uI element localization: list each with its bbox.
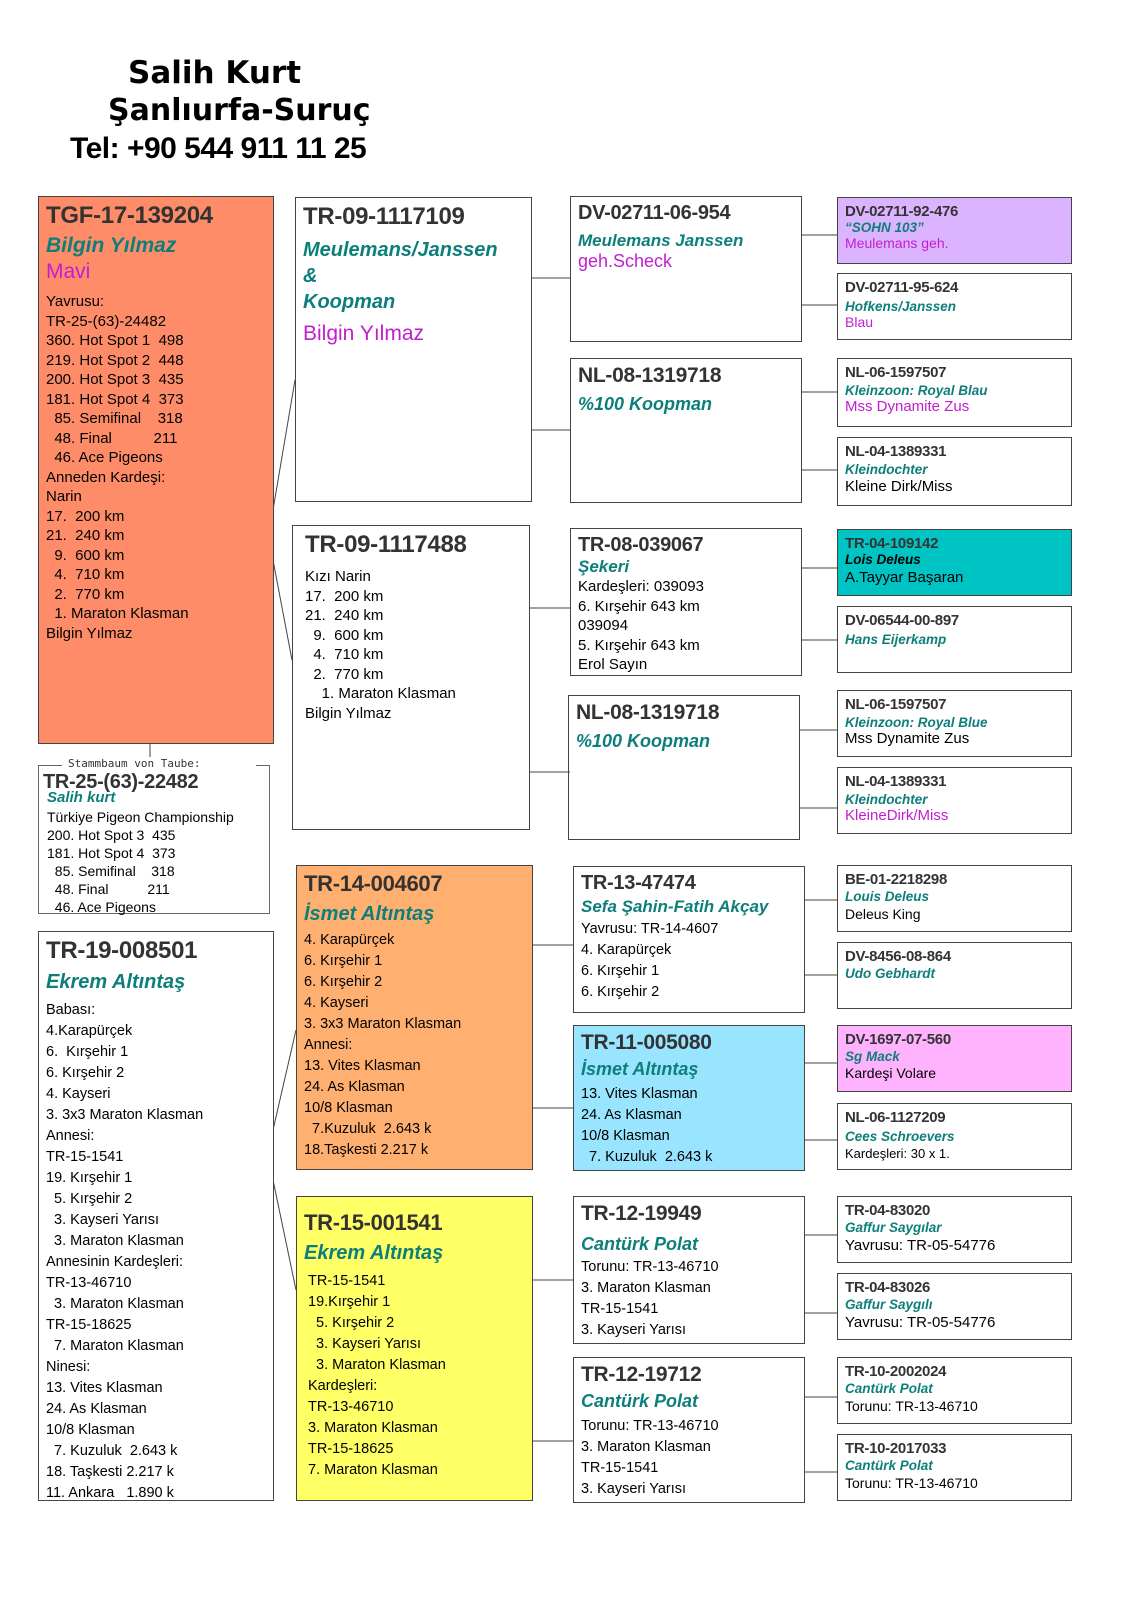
- note-line: 4.Karapürçek: [46, 1023, 133, 1039]
- note-line: 1. Maraton Klasman: [305, 685, 456, 702]
- gen2-dam-b-card: [296, 1196, 533, 1501]
- gen4-ring: NL-04-1389331: [845, 443, 947, 460]
- note-line: 4. Kayseri: [304, 995, 369, 1011]
- gen3-card-1: [570, 196, 802, 342]
- note-line: Türkiye Pigeon Championship: [47, 809, 234, 825]
- gen3-ring: DV-02711-06-954: [578, 202, 731, 224]
- note-line: 4. Karapürçek: [581, 942, 672, 958]
- gen3-color: geh.Scheck: [578, 251, 673, 271]
- gen4-card-6: [837, 606, 1072, 673]
- gen2-sire-owner: Bilgin Yılmaz: [303, 322, 424, 345]
- main-bird-notes: [46, 292, 266, 643]
- gen4-name: Cantürk Polat: [845, 1458, 933, 1473]
- gen4-card-8: [837, 767, 1072, 834]
- note-line: 3. Kayseri Yarısı: [581, 1322, 687, 1338]
- gen2-sire-breeder-3: Koopman: [303, 291, 396, 313]
- gen2-sire-card: [295, 197, 532, 502]
- gen4-note: Deleus King: [845, 906, 921, 922]
- gen3-card-7: [573, 1196, 805, 1344]
- note-line: 85. Semifinal 318: [46, 410, 183, 427]
- main-bird-color: Mavi: [46, 260, 91, 283]
- stammbaum-ring: TR-25-(63)-22482: [43, 771, 199, 793]
- note-line: Narin: [46, 488, 82, 505]
- gen2-dam-notes: [305, 567, 522, 723]
- note-line: 10/8 Klasman: [46, 1422, 135, 1438]
- note-line: 24. As Klasman: [581, 1107, 682, 1123]
- gen2-dam-b-ring: TR-15-001541: [304, 1210, 443, 1235]
- gen4-card-7: [837, 690, 1072, 757]
- gen3-breeder: %100 Koopman: [578, 394, 713, 414]
- gen4-name: Cantürk Polat: [845, 1381, 933, 1396]
- gen4-color: Meulemans geh.: [845, 235, 949, 251]
- gen4-ring: NL-06-1597507: [845, 364, 947, 381]
- note-line: Ninesi:: [46, 1359, 91, 1375]
- stammbaum-card: [38, 757, 270, 915]
- gen4-name: Kleinzoon: Royal Blue: [845, 715, 988, 730]
- gen3-ring: TR-08-039067: [578, 534, 704, 556]
- main-bird-breeder: Bilgin Yılmaz: [46, 234, 177, 257]
- note-line: Annesi:: [46, 1128, 95, 1144]
- gen4-name: Lois Deleus: [845, 552, 921, 567]
- note-line: 2. 770 km: [46, 585, 125, 603]
- gen3-breeder: Cantürk Polat: [581, 1391, 699, 1411]
- gen4-ring: DV-1697-07-560: [845, 1031, 951, 1048]
- gen4-note: Yavrusu: TR-05-54776: [845, 1237, 996, 1254]
- note-line: 3. Maraton Klasman: [308, 1357, 446, 1373]
- breeder-location: Şanlıurfa-Suruç: [108, 93, 371, 128]
- note-line: 7. Kuzuluk 2.643 k: [46, 1443, 178, 1459]
- gen2-sire-breeder-2: &: [303, 265, 318, 287]
- gen4-color: Blau: [845, 314, 874, 330]
- note-line: 10/8 Klasman: [304, 1100, 393, 1116]
- gen4-note: Kardeşleri: 30 x 1.: [845, 1146, 950, 1161]
- note-line: TR-13-46710: [46, 1275, 132, 1291]
- note-line: 46. Ace Pigeons: [46, 449, 163, 466]
- gen2-dam-b-breeder: Ekrem Altıntaş: [304, 1242, 444, 1264]
- gen2-sire-breeder-1: Meulemans/Janssen: [303, 239, 498, 261]
- main-bird-card: [38, 196, 274, 744]
- gen4-card-11: [837, 1025, 1072, 1092]
- note-line: TR-15-18625: [46, 1317, 132, 1333]
- note-line: 48. Final 211: [47, 881, 170, 897]
- note-line: TR-15-1541: [581, 1301, 659, 1317]
- gen3-card-8: [573, 1357, 805, 1503]
- note-line: Kızı Narin: [305, 568, 371, 585]
- note-line: 200. Hot Spot 3 435: [47, 827, 176, 843]
- note-line: Torunu: TR-13-46710: [581, 1418, 719, 1434]
- gen4-card-13: [837, 1196, 1072, 1263]
- gen3-card-2: [570, 358, 802, 503]
- gen3-card-4: [568, 695, 800, 840]
- stammbaum-notes: [47, 808, 234, 916]
- gen4-ring: TR-04-83026: [845, 1279, 931, 1296]
- gen4-card-2: [837, 273, 1072, 340]
- note-line: TR-25-(63)-24482: [46, 312, 167, 330]
- note-line: 7. Kuzuluk 2.643 k: [581, 1149, 713, 1165]
- note-line: 6. Kırşehir 1: [581, 963, 660, 979]
- note-line: 200. Hot Spot 3 435: [46, 371, 184, 388]
- gen3-breeder: Sefa Şahin-Fatih Akçay: [581, 897, 769, 916]
- note-line: 181. Hot Spot 4 373: [47, 845, 176, 861]
- note-line: 21. 240 km: [305, 607, 384, 624]
- note-line: 181. Hot Spot 4 373: [46, 390, 184, 408]
- note-line: 5. Kırşehir 2: [46, 1191, 133, 1207]
- note-line: 3. Maraton Klasman: [46, 1233, 184, 1249]
- note-line: 4. 710 km: [46, 566, 125, 583]
- gen3-ring: TR-11-005080: [581, 1031, 712, 1054]
- note-line: 18. Taşkesti 2.217 k: [46, 1464, 174, 1480]
- gen3-notes: [581, 1416, 797, 1500]
- note-line: 9. 600 km: [46, 546, 125, 564]
- gen2-dam-ring: TR-09-1117488: [305, 531, 467, 558]
- gen4-color: Mss Dynamite Zus: [845, 398, 970, 415]
- stammbaum-owner: Salih kurt: [47, 789, 116, 806]
- gen4-name: Gaffur Saygılar: [845, 1220, 942, 1235]
- gen3-card-3: [570, 528, 802, 676]
- gen4-name: Hofkens/Janssen: [845, 299, 957, 314]
- gen4-ring: DV-8456-08-864: [845, 948, 951, 965]
- note-line: TR-13-46710: [308, 1399, 394, 1415]
- gen4-ring: TR-04-83020: [845, 1202, 931, 1219]
- dam-ring: TR-19-008501: [46, 937, 198, 964]
- gen4-name: Sg Mack: [845, 1049, 900, 1064]
- gen4-name: Hans Eijerkamp: [845, 632, 947, 647]
- gen4-card-10: [837, 942, 1072, 1009]
- note-line: 5. Kırşehir 643 km: [578, 636, 700, 654]
- note-line: 85. Semifinal 318: [47, 863, 175, 879]
- breeder-phone: Tel: +90 544 911 11 25: [70, 132, 367, 165]
- note-line: 7. Maraton Klasman: [308, 1462, 438, 1478]
- gen4-ring: TR-10-2002024: [845, 1363, 947, 1380]
- gen3-breeder: Şekeri: [578, 557, 630, 576]
- gen4-ring: NL-06-1127209: [845, 1109, 946, 1126]
- gen4-card-15: [837, 1357, 1072, 1424]
- note-line: Anneden Kardeşi:: [46, 468, 166, 486]
- gen4-name: Kleinzoon: Royal Blau: [845, 383, 988, 398]
- gen3-notes: [581, 1257, 797, 1341]
- note-line: 219. Hot Spot 2 448: [46, 351, 184, 369]
- note-line: 19. Kırşehir 1: [46, 1170, 133, 1186]
- gen3-notes: [581, 1084, 797, 1168]
- gen4-ring: TR-10-2017033: [845, 1440, 947, 1457]
- gen4-card-3: [837, 358, 1072, 427]
- gen3-breeder: %100 Koopman: [576, 731, 711, 751]
- gen3-card-5: [573, 866, 805, 1013]
- note-line: 21. 240 km: [46, 527, 125, 544]
- gen3-notes: [581, 919, 797, 1003]
- gen3-ring: TR-12-19949: [581, 1202, 702, 1225]
- gen3-ring: TR-13-47474: [581, 872, 696, 894]
- gen3-breeder: Meulemans Janssen: [578, 231, 744, 250]
- gen4-card-9: [837, 865, 1072, 932]
- gen4-card-14: [837, 1273, 1072, 1340]
- dam-card: [38, 931, 274, 1501]
- breeder-name: Salih Kurt: [128, 55, 302, 91]
- note-line: Annesinin Kardeşleri:: [46, 1254, 184, 1270]
- gen4-note: Kardeşi Volare: [845, 1065, 937, 1081]
- gen3-breeder: Cantürk Polat: [581, 1234, 699, 1254]
- gen3-ring: NL-08-1319718: [578, 364, 722, 387]
- note-line: 48. Final 211: [46, 429, 178, 447]
- main-bird-ring: TGF-17-139204: [46, 202, 213, 229]
- note-line: 9. 600 km: [305, 626, 384, 644]
- note-line: 18.Taşkesti 2.217 k: [304, 1142, 429, 1158]
- note-line: 7. Maraton Klasman: [46, 1338, 184, 1354]
- gen4-name: Udo Gebhardt: [845, 966, 935, 981]
- stammbaum-topline-right: [256, 765, 270, 766]
- gen4-note: Yavrusu: TR-05-54776: [845, 1314, 996, 1331]
- note-line: TR-15-1541: [308, 1273, 386, 1289]
- note-line: 13. Vites Klasman: [304, 1058, 421, 1074]
- note-line: 6. Kırşehir 2: [46, 1065, 125, 1081]
- gen2-dam-b-notes: [308, 1271, 525, 1481]
- note-line: 5. Kırşehir 2: [308, 1315, 395, 1331]
- gen4-ring: DV-06544-00-897: [845, 612, 959, 629]
- gen4-card-16: [837, 1434, 1072, 1501]
- note-line: 17. 200 km: [305, 587, 384, 605]
- gen4-note: Torunu: TR-13-46710: [845, 1398, 978, 1414]
- note-line: Bilgin Yılmaz: [46, 624, 133, 642]
- gen4-ring: DV-02711-95-624: [845, 279, 959, 296]
- gen4-name: “SOHN 103”: [845, 220, 924, 235]
- note-line: Annesi:: [304, 1037, 353, 1053]
- note-line: Kardeşleri:: [308, 1378, 378, 1394]
- note-line: 24. As Klasman: [46, 1401, 147, 1417]
- note-line: Kardeşleri: 039093: [578, 578, 704, 595]
- note-line: 17. 200 km: [46, 507, 125, 525]
- note-line: 3. Kayseri Yarısı: [581, 1481, 687, 1497]
- note-line: 360. Hot Spot 1 498: [46, 332, 184, 349]
- note-line: 13. Vites Klasman: [46, 1380, 163, 1396]
- gen4-note: Torunu: TR-13-46710: [845, 1475, 978, 1491]
- dam-breeder: Ekrem Altıntaş: [46, 971, 186, 993]
- dam-notes: [46, 1000, 266, 1501]
- note-line: 3. Kayseri Yarısı: [308, 1336, 422, 1352]
- note-line: TR-15-1541: [46, 1149, 124, 1165]
- note-line: 6. Kırşehir 1: [46, 1044, 129, 1060]
- gen4-ring: BE-01-2218298: [845, 871, 948, 888]
- note-line: 11. Ankara 1.890 k: [46, 1485, 174, 1501]
- gen2-sire-b-card: [296, 865, 533, 1170]
- gen4-name: Kleindochter: [845, 792, 928, 807]
- gen3-notes: [578, 577, 794, 675]
- gen2-sire-b-notes: [304, 930, 525, 1161]
- gen4-card-4: [837, 437, 1072, 506]
- note-line: 6. Kırşehir 2: [581, 984, 660, 1000]
- gen4-color: KleineDirk/Miss: [845, 807, 949, 824]
- gen4-card-5: [837, 529, 1072, 596]
- gen2-dam-card: [292, 525, 530, 830]
- gen4-name: Louis Deleus: [845, 889, 930, 904]
- gen3-ring: TR-12-19712: [581, 1363, 702, 1386]
- note-line: 039094: [578, 617, 629, 634]
- note-line: 24. As Klasman: [304, 1079, 405, 1095]
- note-line: TR-15-18625: [308, 1441, 394, 1457]
- gen4-name: Cees Schroevers: [845, 1129, 955, 1144]
- note-line: 6. Kırşehir 2: [304, 974, 383, 990]
- note-line: Yavrusu:: [46, 293, 105, 310]
- gen2-sire-b-breeder: İsmet Altıntaş: [304, 903, 435, 925]
- note-line: 7.Kuzuluk 2.643 k: [304, 1121, 432, 1137]
- note-line: 3. Maraton Klasman: [581, 1439, 711, 1455]
- note-line: 13. Vites Klasman: [581, 1086, 698, 1102]
- note-line: 2. 770 km: [305, 665, 384, 683]
- note-line: 3. Kayseri Yarısı: [46, 1212, 160, 1228]
- note-line: TR-15-1541: [581, 1460, 659, 1476]
- note-line: 46. Ace Pigeons: [47, 899, 156, 915]
- note-line: 3. 3x3 Maraton Klasman: [304, 1016, 462, 1032]
- stammbaum-topline-left: [38, 765, 62, 766]
- note-line: 3. Maraton Klasman: [308, 1420, 438, 1436]
- note-line: 19.Kırşehir 1: [308, 1294, 391, 1310]
- gen4-name: Gaffur Saygılı: [845, 1297, 933, 1312]
- gen2-sire-ring: TR-09-1117109: [303, 203, 465, 230]
- note-line: 10/8 Klasman: [581, 1128, 670, 1144]
- gen4-note: Kleine Dirk/Miss: [845, 478, 953, 495]
- note-line: 3. 3x3 Maraton Klasman: [46, 1107, 204, 1123]
- gen4-card-12: [837, 1103, 1072, 1170]
- note-line: 4. 710 km: [305, 646, 384, 663]
- note-line: Babası:: [46, 1002, 96, 1018]
- note-line: Torunu: TR-13-46710: [581, 1259, 719, 1275]
- note-line: Yavrusu: TR-14-4607: [581, 921, 719, 937]
- gen4-note: A.Tayyar Başaran: [845, 569, 964, 586]
- note-line: 4. Karapürçek: [304, 932, 395, 948]
- gen3-card-6: [573, 1025, 805, 1171]
- gen4-ring: DV-02711-92-476: [845, 203, 959, 220]
- gen4-ring: NL-04-1389331: [845, 773, 947, 790]
- note-line: 6. Kırşehir 643 km: [578, 597, 700, 615]
- gen4-ring: TR-04-109142: [845, 535, 939, 552]
- gen4-ring: NL-06-1597507: [845, 696, 947, 713]
- note-line: Erol Sayın: [578, 656, 648, 673]
- gen4-note: Mss Dynamite Zus: [845, 730, 970, 747]
- note-line: 4. Kayseri: [46, 1086, 111, 1102]
- note-line: 3. Maraton Klasman: [46, 1296, 184, 1312]
- note-line: 3. Maraton Klasman: [581, 1280, 711, 1296]
- breeder-header: [70, 55, 371, 166]
- gen3-ring: NL-08-1319718: [576, 701, 720, 724]
- gen4-name: Kleindochter: [845, 462, 928, 477]
- note-line: 6. Kırşehir 1: [304, 953, 383, 969]
- gen2-sire-b-ring: TR-14-004607: [304, 871, 443, 896]
- gen3-breeder: İsmet Altıntaş: [581, 1059, 699, 1079]
- note-line: 1. Maraton Klasman: [46, 605, 189, 622]
- note-line: Bilgin Yılmaz: [305, 704, 392, 722]
- stammbaum-legend: Stammbaum von Taube:: [68, 757, 201, 770]
- gen4-card-1: [837, 197, 1072, 264]
